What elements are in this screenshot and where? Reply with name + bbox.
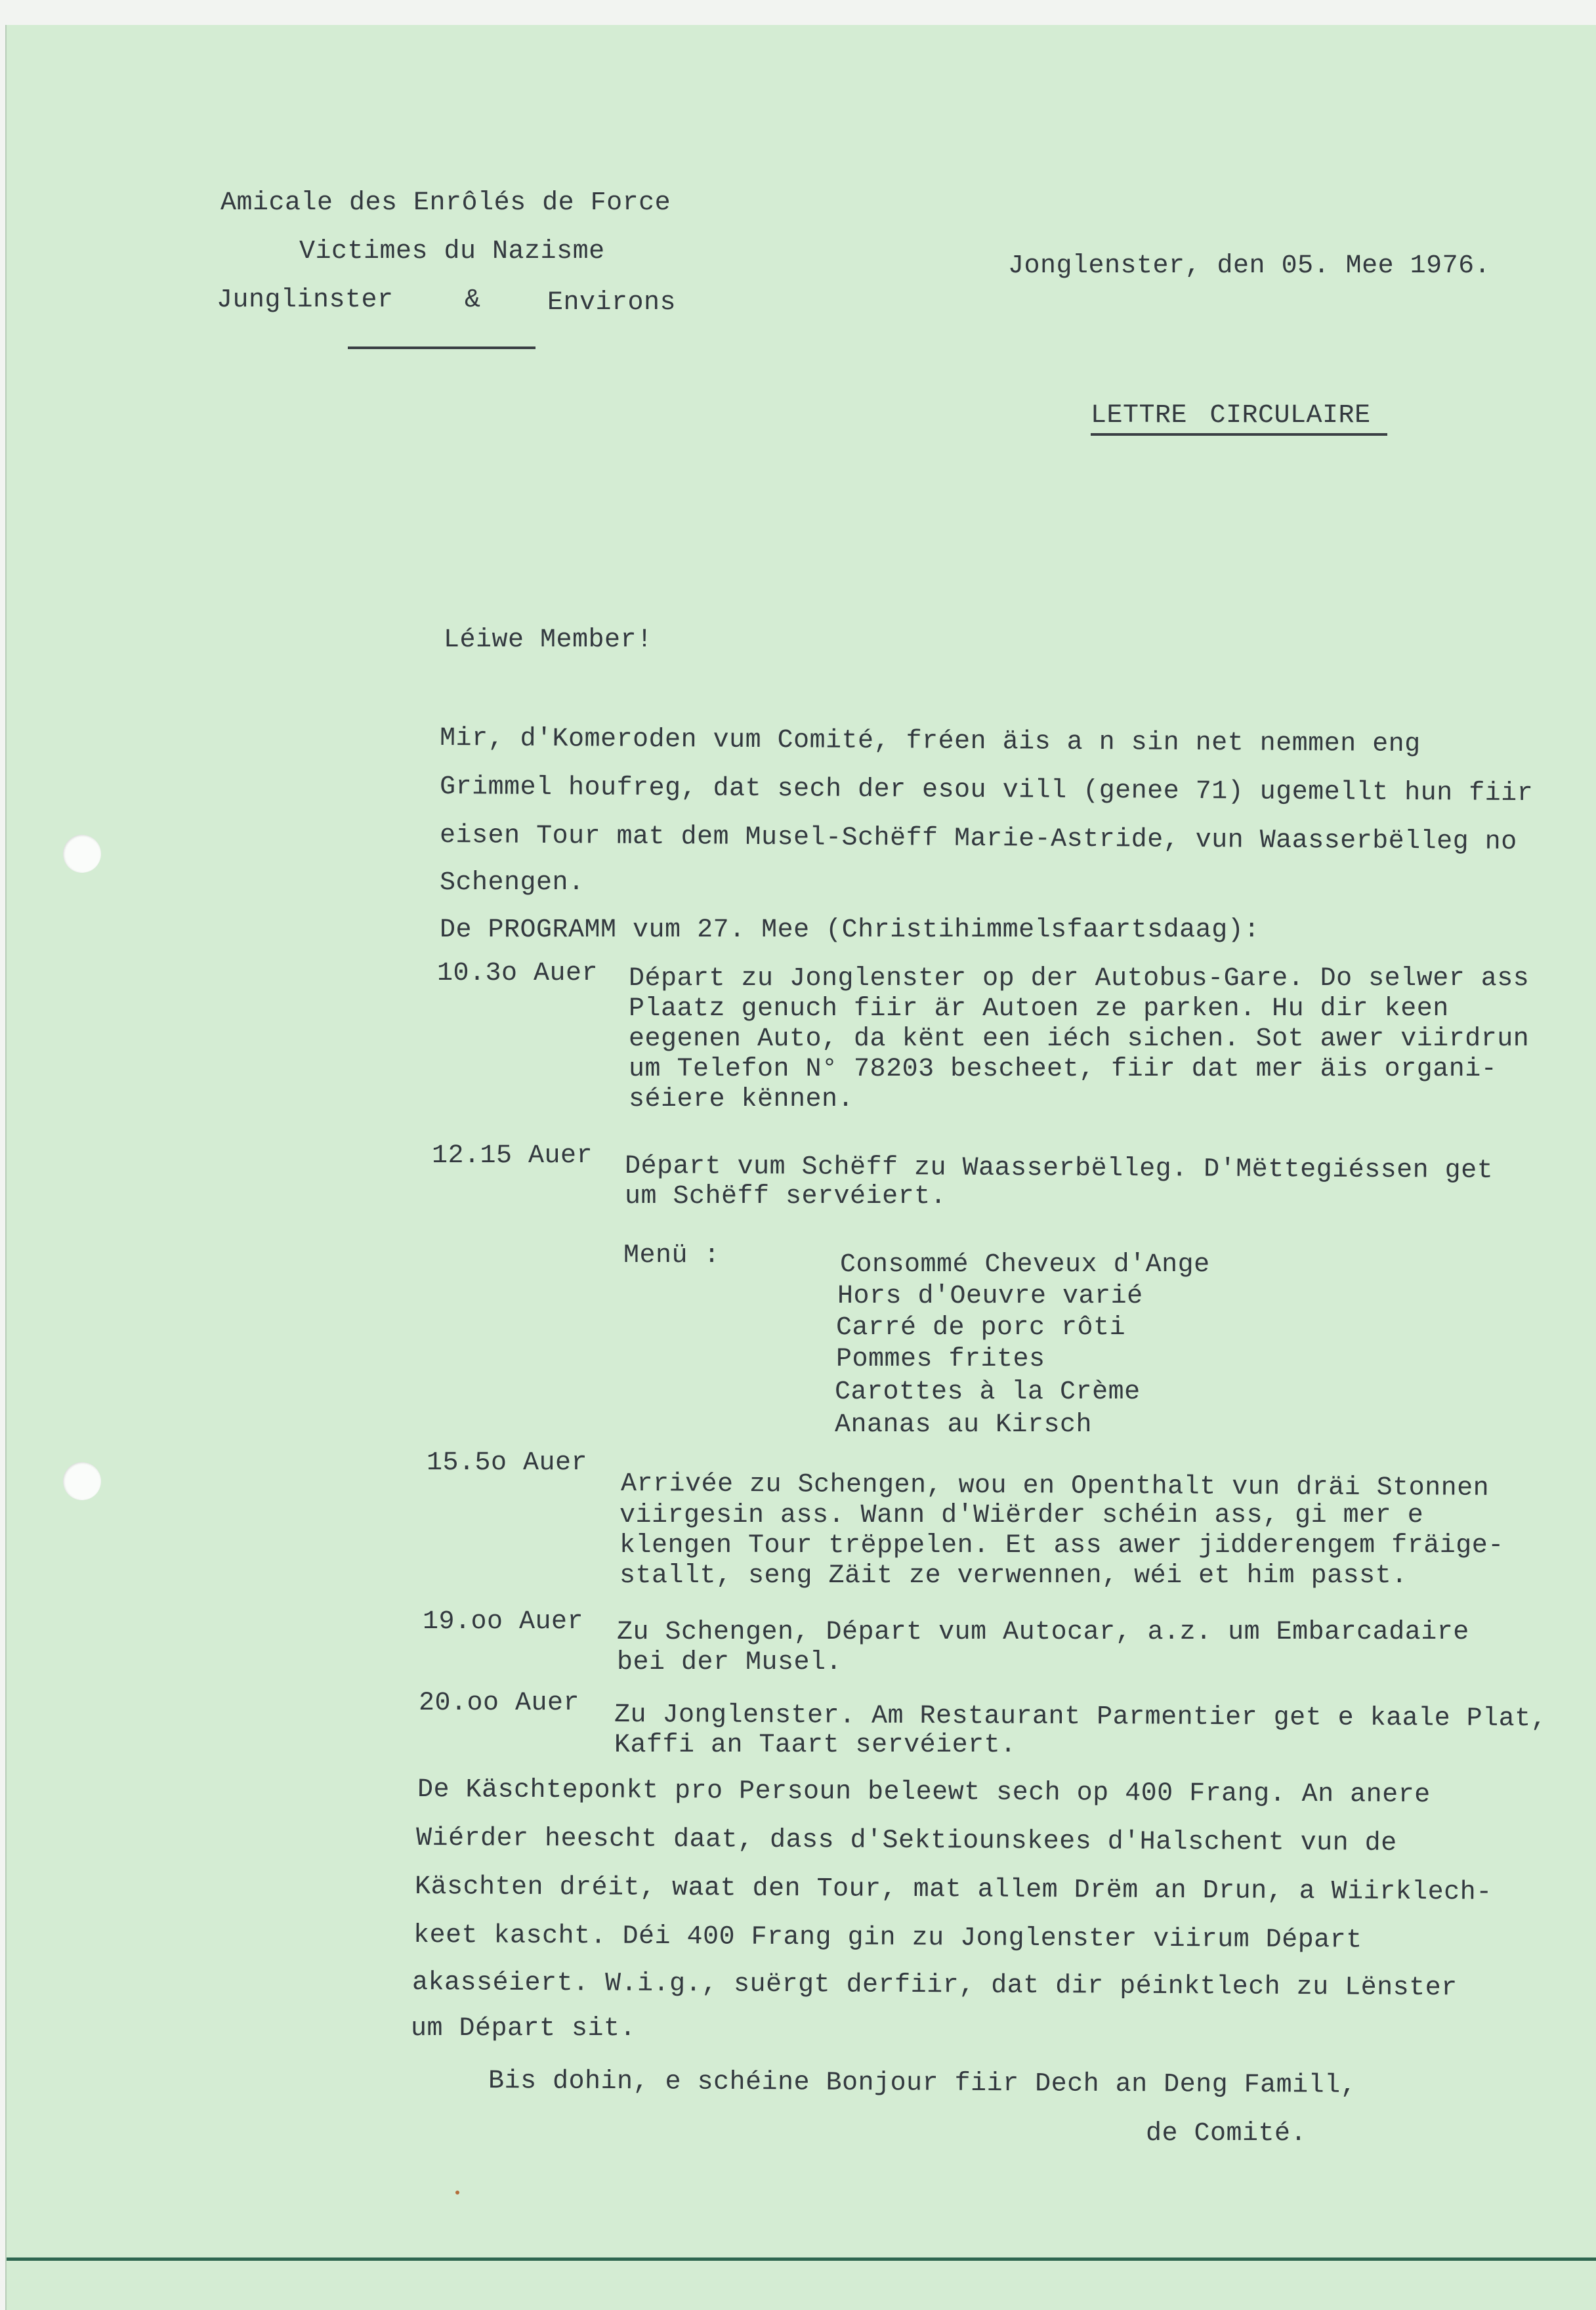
date-line: Jonglenster, den 05. Mee 1976. [1008,251,1491,281]
schedule-line: Zu Schengen, Départ vum Autocar, a.z. um Embarcadaire [617,1618,1469,1647]
document-type-heading: LETTRE CIRCULAIRE [1091,401,1371,430]
schedule-time: 15.5o Auer [427,1448,588,1478]
menu-item: Hors d'Oeuvre varié [837,1282,1143,1311]
menu-item: Ananas au Kirsch [835,1410,1093,1440]
intro-line: eisen Tour mat dem Musel-Schëff Marie-Astride, vun Waasserbëlleg no [439,821,1517,858]
cost-line: um Départ sit. [411,2014,637,2044]
cost-line: Wiérder heescht daat, dass d'Sektiounskees d'Halschent vun de [415,1824,1397,1858]
schedule-line: séiere kënnen. [629,1085,854,1114]
letter-sheet [5,25,1596,2310]
schedule-line: stallt, seng Zäit ze verwennen, wéi et him passt. [620,1561,1408,1591]
salutation: Léiwe Member! [444,625,653,655]
schedule-line: Kaffi an Taart servéiert. [614,1731,1017,1760]
schedule-time: 10.3o Auer [437,959,598,988]
schedule-line: Plaatz genuch fiir är Autoen ze parken. Hu dir keen [629,994,1449,1024]
schedule-line: Arrivée zu Schengen, wou en Openthalt vun dräi Stonnen [620,1469,1490,1503]
bottom-border-line [7,2258,1596,2261]
schedule-line: um Telefon N° 78203 bescheet, fiir dat mer äis organi- [629,1055,1498,1084]
menu-label: Menü : [623,1241,721,1270]
schedule-line: Départ zu Jonglenster op der Autobus-Gare. Do selwer ass [629,964,1530,994]
cost-line: akasséiert. W.i.g., suërgt derfiir, dat dir péinktlech zu Lënster [411,1968,1458,2004]
intro-line: Mir, d'Komeroden vum Comité, fréen äis a n sin net nemmen eng [439,724,1421,760]
schedule-time: 19.oo Auer [423,1607,584,1637]
cost-line: De Käschteponkt pro Persoun beleewt sech op 400 Frang. An anere [417,1775,1431,1811]
program-heading: De PROGRAMM vum 27. Mee (Christihimmelsfaartsdaag): [440,915,1260,945]
sender-line-1: Amicale des Enrôlés de Force [220,188,671,218]
sender-underline [348,346,536,349]
schedule-line: bei der Musel. [617,1648,843,1677]
schedule-line: klengen Tour trëppelen. Et ass awer jidderengem fräige- [620,1531,1504,1561]
ink-speck [455,2191,459,2194]
menu-item: Carré de porc rôti [836,1313,1126,1343]
punch-hole-upper [63,835,101,873]
schedule-time: 12.15 Auer [432,1141,593,1171]
menu-item: Pommes frites [836,1345,1045,1374]
schedule-line: Départ vum Schëff zu Waasserbëlleg. D'Mëttegiéssen get [624,1152,1494,1186]
punch-hole-lower [63,1462,101,1500]
schedule-line: Zu Jonglenster. Am Restaurant Parmentier get e kaale Plat, [614,1700,1547,1734]
cost-line: keet kascht. Déi 400 Frang gin zu Jonglenster viirum Départ [413,1921,1362,1956]
intro-line: Schengen. [440,868,585,898]
menu-item: Consommé Cheveux d'Ange [840,1250,1210,1280]
schedule-line: eegenen Auto, da kënt een iéch sichen. Sot awer viirdrun [629,1024,1530,1054]
intro-line: Grimmel houfreg, dat sech der esou vill (genee 71) ugemellt hun fiir [439,772,1534,809]
closing-greeting: Bis dohin, e schéine Bonjour fiir Dech an Deng Famill, [488,2067,1357,2101]
cost-line: Käschten dréit, waat den Tour, mat allem Drëm an Drun, a Wiirklech- [414,1872,1492,1908]
sender-line-3-environs: Environs [547,288,677,318]
signature: de Comité. [1146,2119,1307,2149]
schedule-line: viirgesin ass. Wann d'Wiërder schéin ass, gi mer e [620,1501,1424,1530]
schedule-line: um Schëff servéiert. [625,1182,947,1211]
schedule-time: 20.oo Auer [419,1689,580,1718]
menu-item: Carottes à la Crème [835,1377,1141,1407]
sender-line-3-amp: & [465,285,481,315]
document-type-underline [1091,433,1387,436]
sender-line-3-place: Junglinster [217,285,394,315]
sender-line-2: Victimes du Nazisme [299,237,605,266]
